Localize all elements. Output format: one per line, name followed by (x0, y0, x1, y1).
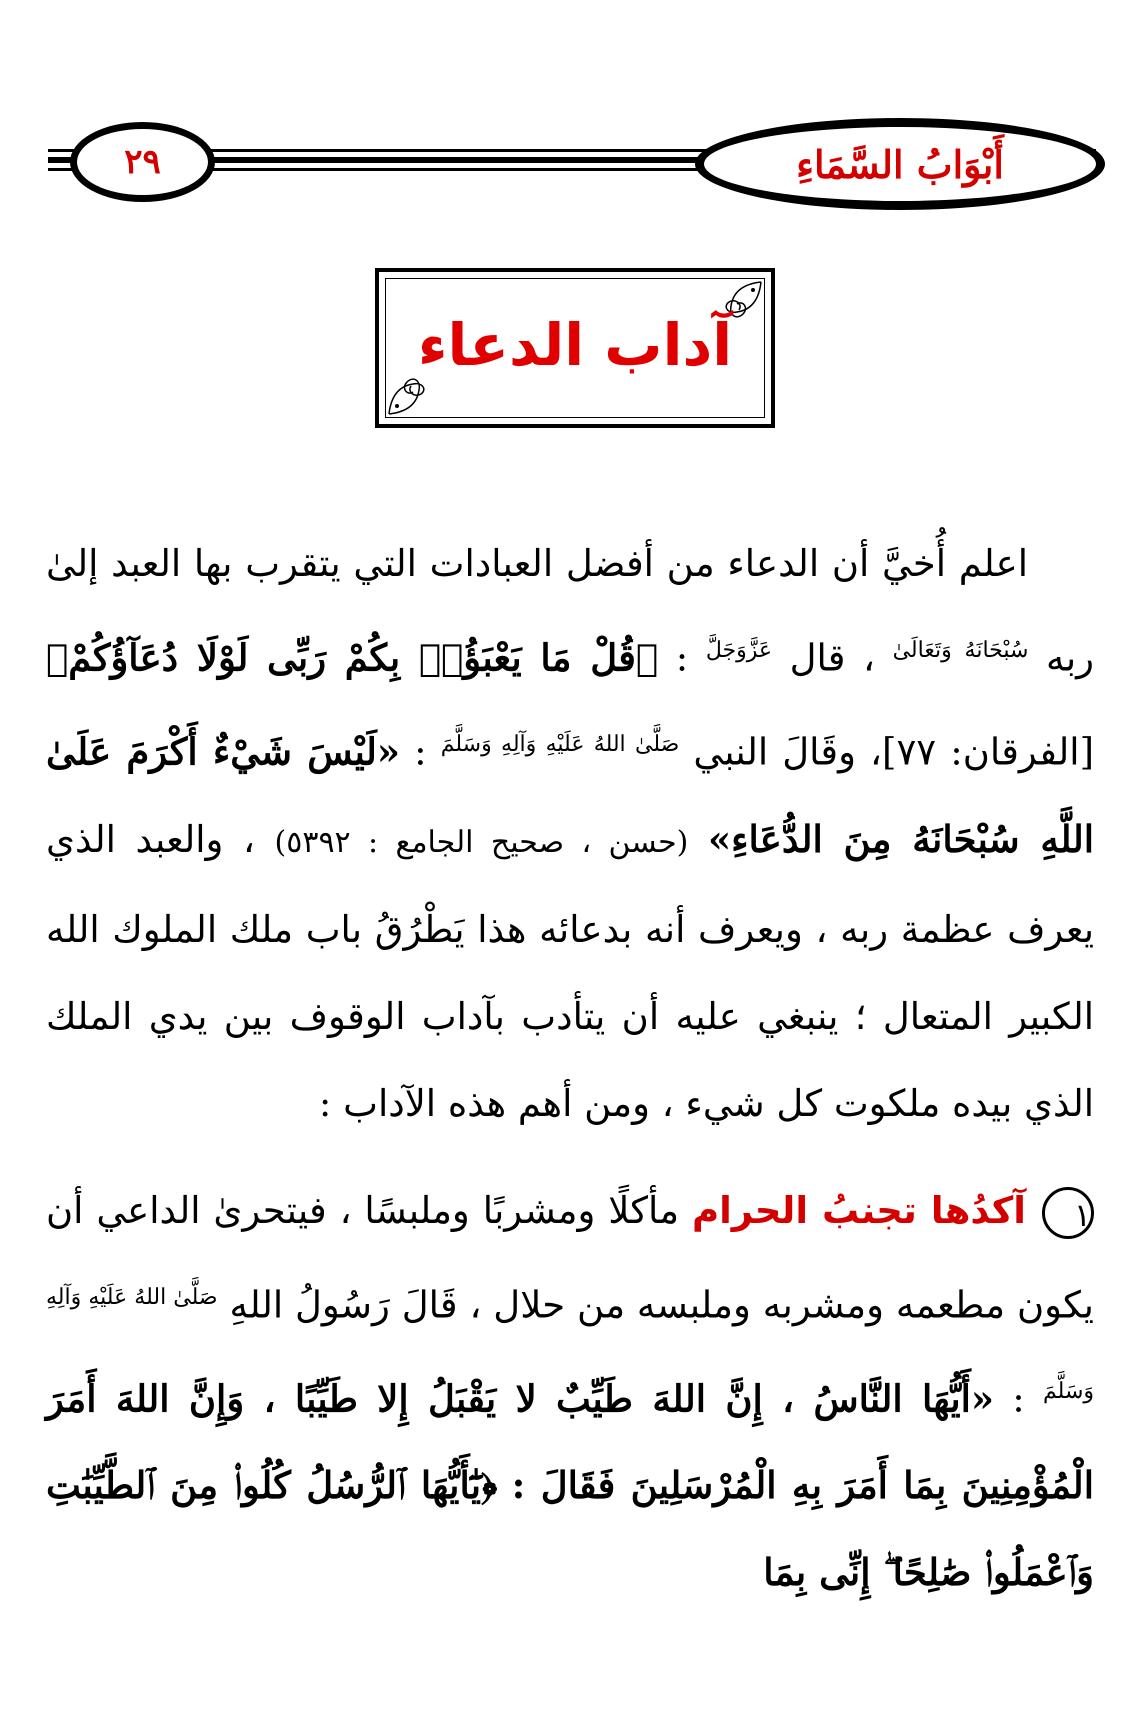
text-run: ، وقَالَ النبي (693, 730, 882, 774)
page-number: ٢٩ (124, 142, 161, 182)
item-number-badge: ١ (1042, 1187, 1094, 1239)
book-title-badge (695, 118, 1105, 210)
page-number-badge (70, 122, 215, 202)
quran-verse: ﴿يَٰٓأَيُّهَا ٱلرُّسُلُ كُلُوا۟ مِنَ ٱلطَّيِّبَٰتِ وَٱعْمَلُوا۟ صَٰلِحًا ۖ إِنِّى بِمَا (46, 1463, 1094, 1595)
text-run: : (1012, 1377, 1025, 1421)
honorific-glyph: عَزَّوَجَلَّ (705, 638, 772, 663)
paragraph-intro (46, 520, 1094, 1147)
honorific-glyph: سُبْحَانَهُ وَتَعَالَىٰ (892, 638, 1029, 663)
hadith-quote: «أَيُّهَا النَّاسُ ، إِنَّ اللهَ طَيِّبٌ لا يَقْبَلُ إِلا طَيِّبًا ، وَإِنَّ اللهَ أَمَرَ الْمُؤْمِنِينَ بِمَا أَمَرَ بِهِ الْمُرْسَلِينَ فَقَالَ : (46, 1376, 1094, 1508)
paragraph-etiquette-1 (46, 1167, 1094, 1617)
page-header (0, 0, 1132, 230)
text-run: : (414, 730, 427, 774)
text-run: : (675, 636, 689, 680)
verse-reference: [الفرقان: ٧٧] (882, 730, 1095, 774)
honorific-glyph: صَلَّىٰ اللهُ عَلَيْهِ وَآلِهِ وَسَلَّمَ (440, 732, 680, 758)
honorific-glyph: صَلَّىٰ اللهُ عَلَيْهِ وَآلِهِ وَسَلَّمَ (46, 1284, 1094, 1404)
text-run: ، قال (789, 636, 875, 680)
quran-verse: ﴿قُلْ مَا يَعْبَؤُا۟ بِكُمْ رَبِّى لَوْلَا دُعَآؤُكُمْ﴾ (46, 635, 659, 680)
section-title: آداب الدعاء (417, 311, 733, 379)
item-heading: آكدُها تجنبُ الحرام (691, 1188, 1026, 1232)
text-run: مأكلًا ومشربًا وملبسًا ، فيتحرىٰ الداعي أن يكون مطعمه ومشربه وملبسه من حلال ، قَالَ رَسُولُ اللهِ (46, 1188, 1094, 1326)
text-run: ، والعبد الذي يعرف عظمة ربه ، ويعرف أنه بدعائه هذا يَطْرُقُ باب ملك الملوك الله الكبير المتعال ؛ ينبغي عليه أن يتأدب بآداب الوقوف بين يدي الملك الذي بيده ملكوت كل شيء ، ومن أهم هذه الآداب : (46, 817, 1094, 1125)
body-text (46, 520, 1094, 1616)
book-title: أَبْوَابُ السَّمَاءِ (796, 141, 1004, 187)
hadith-reference: (حسن ، صحيح الجامع : ٥٣٩٢) (274, 824, 689, 860)
hadith-quote: «لَيْسَ شَيْءٌ أَكْرَمَ عَلَىٰ اللَّهِ سُبْحَانَهُ مِنَ الدُّعَاءِ» (46, 729, 1095, 861)
section-title-box (375, 268, 775, 428)
text-run: اعلم أُخيَّ أن الدعاء من أفضل العبادات التي يتقرب بها العبد إلىٰ ربه (46, 542, 1095, 680)
